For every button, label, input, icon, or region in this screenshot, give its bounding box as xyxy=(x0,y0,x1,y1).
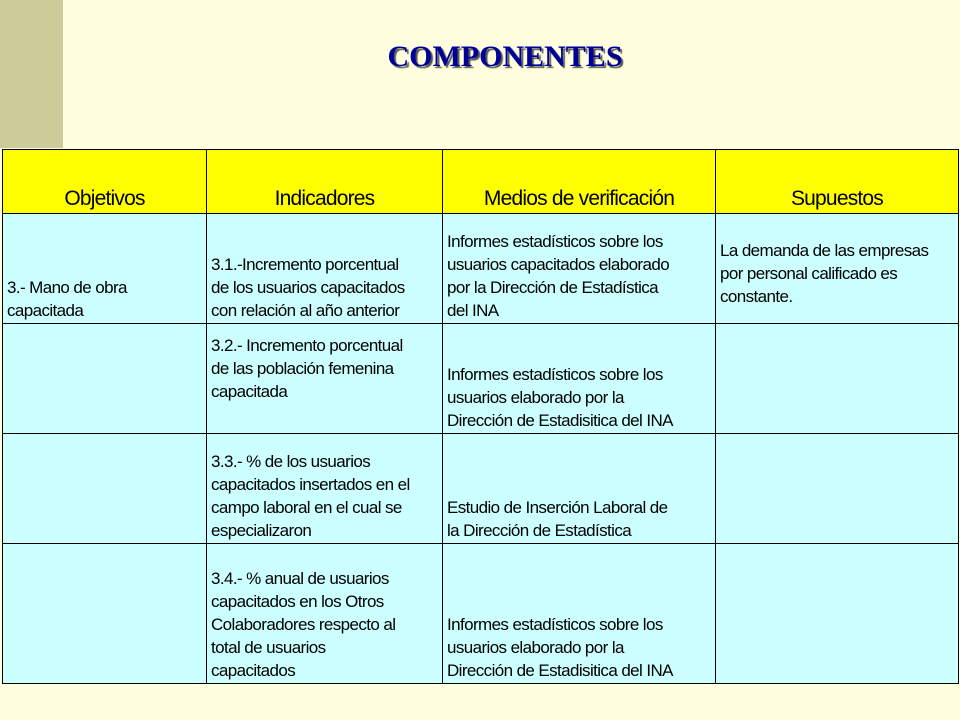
cell-indicadores xyxy=(207,214,443,324)
cell-text: 3.2.- Incremento porcentual de las población femenina capacitada xyxy=(211,336,403,401)
page-title: COMPONENTES xyxy=(387,40,623,73)
cell-text: 3.3.- % de los usuarios capacitados insertados en el campo laboral en el cual se especializaron xyxy=(211,452,410,540)
cell-text: La demanda de las empresas por personal calificado es constante. xyxy=(720,240,929,306)
cell-indicadores xyxy=(207,324,443,434)
cell-medios xyxy=(443,324,716,434)
cell-text: 3.1.-Incremento porcentual de los usuarios capacitados con relación al año anterior xyxy=(211,255,405,320)
cell-supuestos xyxy=(716,434,959,544)
cell-objetivos xyxy=(3,214,207,324)
cell-objetivos xyxy=(3,434,207,544)
cell-indicadores xyxy=(207,434,443,544)
header-row xyxy=(3,150,959,214)
cell-text: Informes estadísticos sobre los usuarios elaborado por la Dirección de Estadisitica del INA xyxy=(447,365,673,430)
table-row xyxy=(3,324,959,434)
cell-text: 3.- Mano de obra capacitada xyxy=(7,278,127,320)
header-supuestos: Supuestos xyxy=(716,150,959,214)
table-row xyxy=(3,214,959,324)
logframe-table xyxy=(2,149,959,684)
decorative-side-bar xyxy=(0,0,63,148)
cell-medios xyxy=(443,434,716,544)
cell-objetivos xyxy=(3,544,207,684)
cell-supuestos xyxy=(716,324,959,434)
cell-supuestos xyxy=(716,214,959,324)
cell-text: Estudio de Inserción Laboral de la Dirección de Estadística xyxy=(447,498,668,540)
cell-medios xyxy=(443,214,716,324)
table-row xyxy=(3,434,959,544)
header-indicadores: Indicadores xyxy=(207,150,443,214)
cell-text: Informes estadísticos sobre los usuarios elaborado por la Dirección de Estadisitica del INA xyxy=(447,615,673,680)
cell-supuestos xyxy=(716,544,959,684)
cell-objetivos xyxy=(3,324,207,434)
table-row xyxy=(3,544,959,684)
cell-medios xyxy=(443,544,716,684)
cell-indicadores xyxy=(207,544,443,684)
cell-text: Informes estadísticos sobre los usuarios capacitados elaborado por la Dirección de Estadística del INA xyxy=(447,232,670,320)
header-medios-de-verificacion: Medios de verificación xyxy=(443,150,716,214)
cell-text: 3.4.- % anual de usuarios capacitados en los Otros Colaboradores respecto al total de usuarios capacitados xyxy=(211,569,396,680)
header-objetivos: Objetivos xyxy=(3,150,207,214)
